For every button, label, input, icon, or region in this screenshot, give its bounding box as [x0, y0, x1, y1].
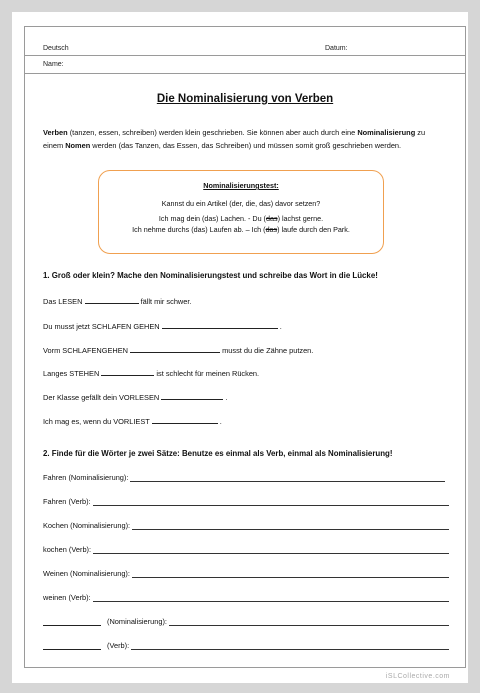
- task-1-item: Vorm SCHLAFENGEHEN musst du die Zähne putzen.: [43, 346, 314, 355]
- date-label: Datum:: [325, 45, 348, 52]
- answer-blank[interactable]: [152, 415, 218, 424]
- answer-line[interactable]: [169, 617, 449, 626]
- answer-blank[interactable]: [101, 367, 154, 376]
- name-label: Name:: [43, 61, 64, 68]
- task-2-heading: 2. Finde für die Wörter je zwei Sätze: Benutze es einmal als Verb, einmal als Nominalisierung!: [43, 449, 393, 458]
- task-1-item: Das LESEN fällt mir schwer.: [43, 297, 192, 306]
- answer-blank[interactable]: [130, 344, 220, 353]
- task-2-line: (Nominalisierung):: [43, 617, 449, 626]
- answer-line[interactable]: [132, 521, 449, 530]
- nominalization-test-box: [98, 170, 384, 254]
- header-divider-2: [25, 73, 465, 74]
- answer-line[interactable]: [93, 545, 449, 554]
- worksheet-page: [12, 12, 468, 683]
- answer-line[interactable]: [132, 569, 449, 578]
- header-divider: [25, 55, 465, 56]
- answer-blank[interactable]: [85, 295, 139, 304]
- answer-blank[interactable]: [162, 320, 278, 329]
- task-1-item: Ich mag es, wenn du VORLIEST .: [43, 417, 222, 426]
- task-1-item: Langes STEHEN ist schlecht für meinen Rücken.: [43, 369, 260, 378]
- task-2-line: Fahren (Verb):: [43, 497, 449, 506]
- task-2-line: Fahren (Nominalisierung):: [43, 473, 449, 482]
- task-2-line: Weinen (Nominalisierung):: [43, 569, 449, 578]
- worksheet-frame: [24, 26, 466, 668]
- task-1-item: Der Klasse gefällt dein VORLESEN .: [43, 393, 228, 402]
- watermark: iSLCollective.com: [385, 673, 450, 680]
- answer-line[interactable]: [93, 497, 449, 506]
- task-2-line: kochen (Verb):: [43, 545, 449, 554]
- task-2-line: (Verb):: [43, 641, 449, 650]
- intro-paragraph: Verben (tanzen, essen, schreiben) werden klein geschrieben. Sie können aber auch durch eine Nominalisierung zu einem Nomen werden (das Tanzen, das Essen, das Schreiben) und müssen somit groß geschrieben werden.: [43, 128, 426, 150]
- task-2-line: Kochen (Nominalisierung):: [43, 521, 449, 530]
- test-box-question: Kannst du ein Artikel (der, die, das) davor setzen?: [161, 199, 321, 208]
- answer-blank[interactable]: [161, 391, 223, 400]
- task-1-heading: 1. Groß oder klein? Mache den Nominalisierungstest und schreibe das Wort in die Lücke!: [43, 271, 378, 280]
- answer-line[interactable]: [130, 473, 445, 482]
- test-box-example-2: Ich nehme durchs (das) Laufen ab. – Ich (das) laufe durch den Park.: [132, 225, 350, 234]
- word-blank[interactable]: [43, 641, 101, 650]
- word-blank[interactable]: [43, 617, 101, 626]
- answer-line[interactable]: [93, 593, 449, 602]
- task-1-item: Du musst jetzt SCHLAFEN GEHEN .: [43, 322, 282, 331]
- test-box-example-1: Ich mag dein (das) Lachen. - Du (das) lachst gerne.: [158, 214, 324, 223]
- test-box-title: Nominalisierungstest:: [203, 181, 279, 190]
- page-title: Die Nominalisierung von Verben: [156, 93, 334, 105]
- subject-label: Deutsch: [43, 45, 69, 52]
- answer-line[interactable]: [131, 641, 449, 650]
- task-2-line: weinen (Verb):: [43, 593, 449, 602]
